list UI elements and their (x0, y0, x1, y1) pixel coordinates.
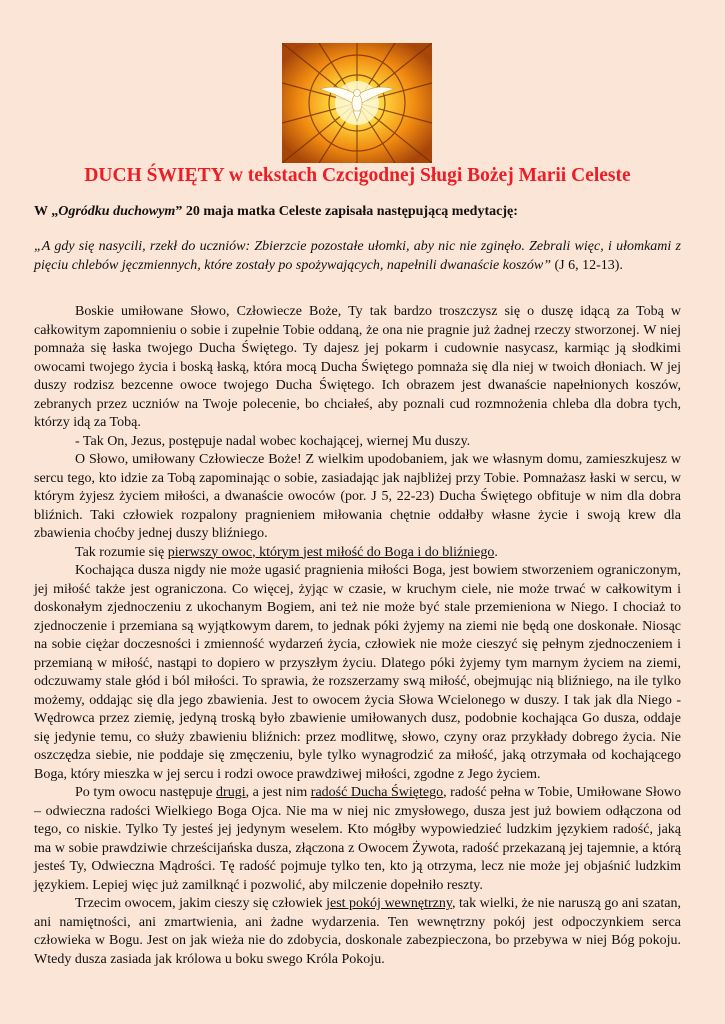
paragraph: - Tak On, Jezus, postępuje nadal wobec kochającej, wiernej Mu duszy. (75, 433, 471, 449)
text-run: , radość pełna w Tobie, Umiłowane Słowo – odwieczna radości Wielkiego Boga Ojca. Nie ma w niej nic zmysłowego, dusza jest już bowiem odłączona od tego, co niskie. Tylko Ty jesteś jej jedynym weselem. Kto mógłby wypowiedzieć ludzkim językiem radość, jaką ma w sobie prawdziwie chrześcijańska dusza, złączona z Owocem Żywota, radość przekazaną jej tajemnie, a którą jesteś Ty, Odwieczna Mądrości. Tę radość pojmuje tylko ten, kto ją otrzyma, lecz nie może jej objaśnić ludzkim językiem. Lepiej więc już zamilknąć i pozwolić, aby milczenie dopełniło reszty. (34, 785, 681, 893)
text-run: Po tym owocu następuje (75, 785, 217, 800)
page-title: DUCH ŚWIĘTY w tekstach Czcigodnej Sługi Bożej Marii Celeste (84, 165, 631, 186)
dove-stained-glass-icon (282, 43, 432, 163)
subtitle-book: Ogródku duchowym (58, 204, 176, 219)
underlined-phrase: radość Ducha Świętego (310, 785, 444, 800)
paragraph-third-fruit (34, 895, 681, 969)
paragraph: Boskie umiłowane Słowo, Człowiecze Boże, Ty tak bardzo troszczysz się o duszę idącą za Tobą w całkowitym zapomnieniu o sobie i zupełnie Tobie oddaną, że ona nie pragnie już żadnej rzeczy stworzonej. W niej pomnaża się łaska twojego Ducha Świętego. Ty dajesz jej pokarm i cudownie nasycasz, karmiąc ją słodkimi owocami twojego życia i boską łaską, która mocą Ducha Świętego pomnaża się dla niej w twoich dłoniach. W jej duszy rodzisz bezcenne owoce twojego Ducha Świętego. Ich obrazem jest dwanaście napełnionych koszów, zebranych przez uczniów na Twoje polecenie, bo chciałeś, aby poznali cud rozmnożenia chleba dla dobra tych, którzy idą za Tobą. (34, 304, 681, 430)
quote-reference: (J 6, 12-13). (551, 258, 623, 273)
underlined-phrase: jest pokój wewnętrzny (326, 896, 452, 911)
paragraph-first-fruit (34, 544, 681, 563)
paragraph: Kochająca dusza nigdy nie może ugasić pragnienia miłości Boga, jest bowiem stworzeniem ograniczonym, jej miłość także jest ograniczona. Co więcej, żyjąc w czasie, w kruchym ciele, nie może trwać w całkowitym i doskonałym zjednoczeniu z ukochanym Bogiem, ani też nie może być stale przemieniona w Niego. I chociaż to zjednoczenie i przemiana są wyjątkowym darem, to jednak póki żyjemy na ziemi nie będą one doskonałe. Niosąc na sobie ciężar doczesności i zmienność wydarzeń życia, człowiek nie może cieszyć się pełnym zjednoczeniem i przemianą w miłość, nastąpi to dopiero w przyszłym życiu. Dlatego póki żyjemy tym marnym życiem na ziemi, odczuwamy stale głód i ból miłości. To sprawia, że rozszerzamy swą miłość, obejmując nią bliźniego, na ile tylko możemy, oddając się dla jego zbawienia. Jest to owocem życia Słowa Wcielonego w duszy. I tak jak dla Niego - Wędrowca przez ziemię, jedyną troską było zbawienie umiłowanych dusz, podobnie kochająca Go dusza, oddaje się jedynie temu, co służy zbawieniu bliźnich: przez modlitwę, słowo, czyny oraz przykłady dobrego życia. Nie oszczędza siebie, nie poddaje się zmęczeniu, byle tylko wynagrodzić za miłość, jaką otrzymała od kochającego Boga, który mieszka w jej sercu i rodzi owoce prawdziwej miłości, zgodne z Jego życiem. (34, 563, 681, 782)
subtitle-suffix: ” 20 maja matka Celeste zapisała następującą medytację: (175, 204, 518, 219)
meditation-body (34, 303, 681, 969)
text-run: Tak rozumie się (75, 544, 168, 560)
text-run: Trzecim owocem, jakim cieszy się człowiek (75, 896, 327, 911)
text-run: , a jest nim (245, 785, 311, 800)
text-run: , tak wielki, że nie naruszą go ani szatan, ani namiętności, ani zmartwienia, ani żadne wydarzenia. Ten wewnętrzny pokój jest odpoczynkiem serca człowieka w Bogu. Jest on jak wieża nie do zdobycia, doskonale zabezpieczona, bo przebywa w niej Bóg pokoju. Wtedy dusza zasiada jak królowa u boku swego Króla Pokoju. (34, 896, 682, 967)
text-run: . (494, 544, 498, 560)
scripture-quote (34, 237, 681, 275)
paragraph: O Słowo, umiłowany Człowiecze Boże! Z wielkim upodobaniem, jak we własnym domu, zamieszkujesz w sercu tego, kto idzie za Tobą zapominając o sobie, zasiadając jak najbliżej przy Tobie. Pomnażasz łaski w sercu, w którym żyjesz życiem miłości, a dwanaście owoców (por. J 5, 22-23) Ducha Świętego obfituje w nim dla dobra bliźnich. Taki człowiek rozpalony pragnieniem miłowania chętnie oddałby własne życie i swoją krew dla zbawienia choćby jednej duszy bliźniego. (34, 452, 681, 541)
quote-text: „A gdy się nasycili, rzekł do uczniów: Zbierzcie pozostałe ułomki, aby nic nie zginęło. Zebrali więc, i ułomkami z pięciu chlebów jęczmiennych, które zostały po spożywających, napełnili dwanaście koszów” (34, 239, 681, 273)
paragraph-second-fruit (34, 784, 681, 895)
subtitle (34, 204, 681, 220)
subtitle-prefix: W „ (34, 204, 59, 219)
underlined-phrase: drugi (216, 785, 246, 800)
underlined-phrase: pierwszy owoc, którym jest miłość do Boga i do bliźniego (167, 544, 495, 560)
holy-spirit-image (282, 43, 432, 163)
